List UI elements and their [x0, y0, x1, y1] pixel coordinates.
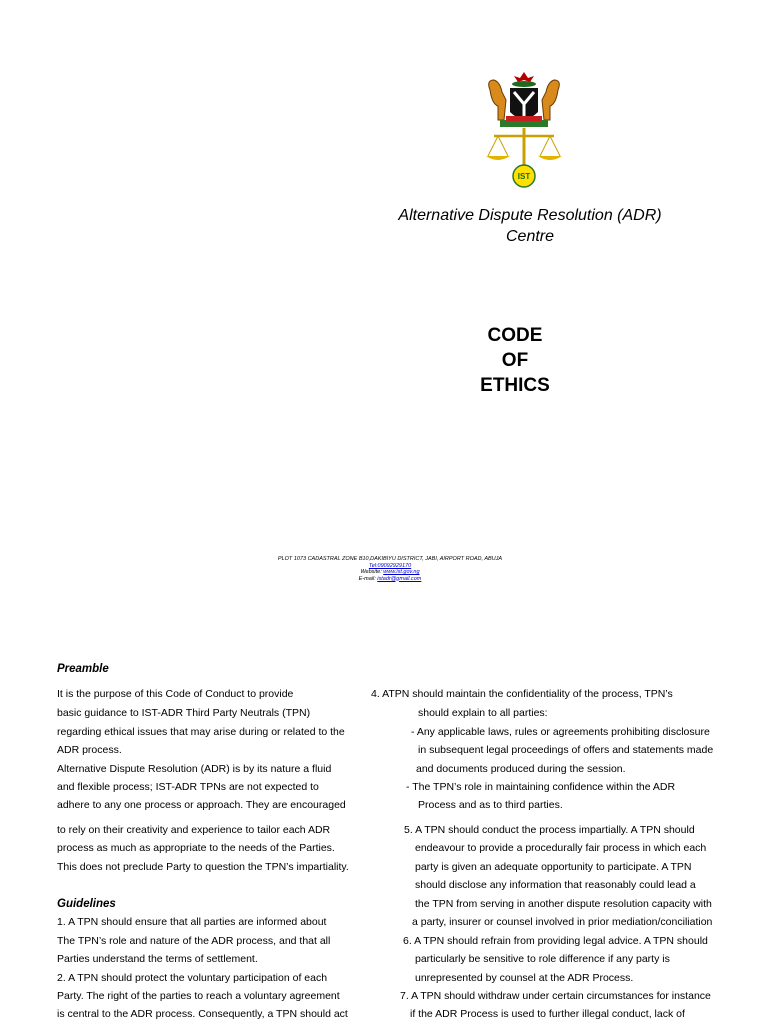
preamble-line: Alternative Dispute Resolution (ADR) is by its nature a fluid	[57, 763, 332, 775]
preamble-heading: Preamble	[57, 663, 109, 675]
right-column-line: 7. A TPN should withdraw under certain circumstances for instance	[400, 990, 711, 1002]
title-line-2: OF	[501, 350, 529, 371]
preamble-line: ADR process.	[57, 744, 122, 756]
guidelines-heading: Guidelines	[57, 898, 116, 910]
title-line-3: ETHICS	[480, 375, 550, 396]
right-column-line: unrepresented by counsel at the ADR Process.	[415, 972, 634, 984]
organization-line-1: Alternative Dispute Resolution (ADR)	[398, 207, 662, 224]
website-link[interactable]: www.ist.gov.ng	[383, 569, 420, 575]
right-column-line: endeavour to provide a procedurally fair process in which each	[415, 842, 707, 854]
right-column-line: 5. A TPN should conduct the process impartially. A TPN should	[404, 824, 695, 836]
right-column-line: particularly be sensitive to role difference if any party is	[415, 953, 670, 965]
guideline-line: The TPN’s role and nature of the ADR process, and that all	[57, 935, 331, 947]
guideline-line: Parties understand the terms of settlement.	[57, 953, 258, 965]
preamble-line: adhere to any one process or approach. They are encouraged	[57, 799, 346, 811]
right-column-line: 6. A TPN should refrain from providing legal advice. A TPN should	[403, 935, 708, 947]
emblem-text: IST	[517, 172, 531, 181]
preamble-line: to rely on their creativity and experience to tailor each ADR	[57, 824, 331, 836]
address-line: PLOT 1073 CADASTRAL ZONE B10,DAKIBIYU DISTRICT, JABI, AIRPORT ROAD, ABUJA	[277, 556, 503, 562]
preamble-line: and flexible process; IST-ADR TPNs are not expected to	[57, 781, 319, 793]
preamble-line: It is the purpose of this Code of Conduct to provide	[57, 688, 294, 700]
email-label: E-mail:	[358, 575, 378, 582]
right-column-line: should explain to all parties:	[418, 707, 548, 719]
preamble-line: basic guidance to IST-ADR Third Party Neutrals (TPN)	[57, 707, 311, 719]
right-column-line: should disclose any information that reasonably could lead a	[415, 879, 696, 891]
right-column-line: a party, insurer or counsel involved in prior mediation/conciliation	[412, 916, 713, 928]
right-column-line: party is given an adequate opportunity to participate. A TPN	[415, 861, 692, 873]
coat-of-arms-emblem	[480, 70, 568, 190]
guideline-line: 1. A TPN should ensure that all parties are informed about	[57, 916, 327, 928]
guideline-line: 2. A TPN should protect the voluntary participation of each	[57, 972, 328, 984]
preamble-line: regarding ethical issues that may arise during or related to the	[57, 726, 345, 738]
right-column-line: - Any applicable laws, rules or agreements prohibiting disclosure	[411, 726, 710, 738]
organization-name	[330, 205, 730, 247]
right-column-line: Process and as to third parties.	[418, 799, 563, 811]
right-column-line: and documents produced during the session.	[416, 763, 626, 775]
email-link[interactable]: istadr@gmail.com	[377, 575, 422, 582]
right-column-line: in subsequent legal proceedings of offers and statements made	[418, 744, 714, 756]
right-column-line: if the ADR Process is used to further illegal conduct, lack of	[410, 1008, 685, 1020]
preamble-line: process as much as appropriate to the needs of the Parties.	[57, 842, 335, 854]
email-row	[200, 576, 580, 583]
right-column-line: the TPN from serving in another dispute resolution capacity with	[415, 898, 712, 910]
telephone-link[interactable]: Tel:09092929170	[368, 562, 412, 569]
address-block	[200, 556, 580, 582]
website-label: Website:	[360, 569, 384, 575]
guideline-line: is central to the ADR process. Consequently, a TPN should act	[57, 1008, 348, 1020]
right-column-line: - The TPN’s role in maintaining confidence within the ADR	[406, 781, 676, 793]
title-line-1: CODE	[487, 325, 543, 346]
preamble-line: This does not preclude Party to question the TPN’s impartiality.	[57, 861, 349, 873]
organization-line-2: Centre	[505, 228, 555, 245]
guideline-line: Party. The right of the parties to reach a voluntary agreement	[57, 990, 340, 1002]
document-title	[440, 323, 590, 398]
right-column-line: 4. ATPN should maintain the confidentiality of the process, TPN’s	[371, 688, 673, 700]
